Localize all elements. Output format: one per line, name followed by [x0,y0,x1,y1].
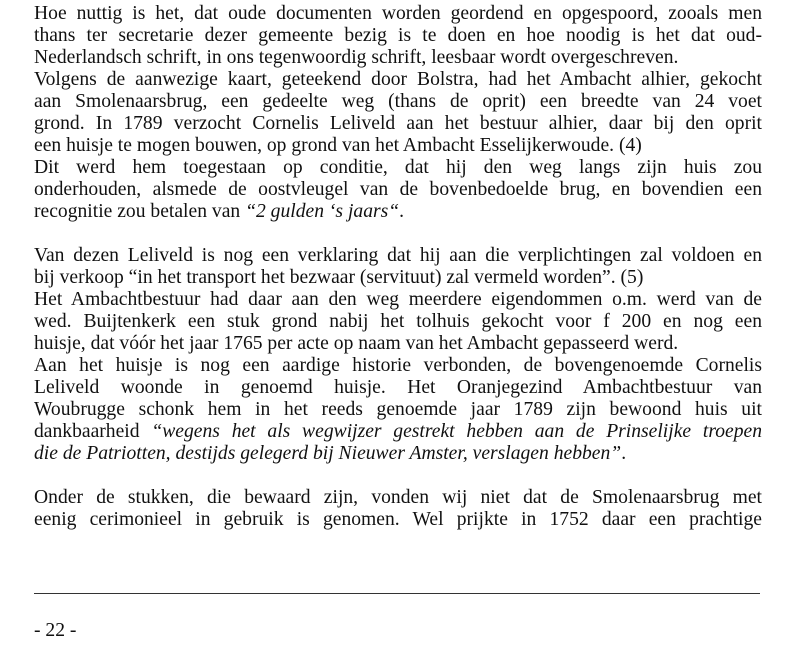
text-line [34,311,762,333]
paragraph [34,245,762,465]
text-line [34,47,762,69]
text-run: Leliveld woonde in genoemd huisje. Het Oranjegezind Ambachtbestuur van [34,377,762,398]
text-line [34,91,762,113]
text-run: Nederlandsch schrift, in ons tegenwoordig schrift, leesbaar wordt overgeschreven. [34,47,679,68]
page-number: - 22 - [34,620,77,641]
text-line [34,289,762,311]
text-line [34,69,762,91]
text-line [34,443,762,465]
text-line [34,113,762,135]
text-run: grond. In 1789 verzocht Cornelis Leliveld aan het bestuur alhier, daar bij den oprit [34,113,762,134]
text-run: . [621,443,627,464]
italic-quote: die de Patriotten, destijds gelegerd bij Nieuwer Amster, verslagen hebben” [34,443,622,464]
text-line [34,245,762,267]
text-run: Woubrugge schonk hem in het reeds genoemde jaar 1789 zijn bewoond huis uit [34,399,762,420]
text-run: Van dezen Leliveld is nog een verklaring dat hij aan die verplichtingen zal voldoen en [34,245,762,266]
text-line [34,399,762,421]
paragraph [34,3,762,223]
italic-quote: “wegens het als wegwijzer gestrekt hebben aan de Prinselijke troepen [151,421,763,442]
paragraph-gap [34,223,762,245]
text-run: een huisje te mogen bouwen, op grond van het Ambacht Esselijkerwoude. (4) [34,135,642,156]
paragraph [34,487,762,531]
text-line [34,377,762,399]
text-line [34,135,762,157]
text-run: wed. Buijtenkerk een stuk grond nabij het tolhuis gekocht voor f 200 en nog een [34,311,762,332]
body-text [34,3,762,531]
text-run: eenig cerimonieel in gebruik is genomen. Wel prijkte in 1752 daar een prachtige [34,509,762,530]
text-line [34,267,762,289]
text-line [34,421,762,443]
text-run: Het Ambachtbestuur had daar aan den weg meerdere eigendommen o.m. werd van de [34,289,762,310]
text-run: dankbaarheid [34,421,152,442]
text-run: thans ter secretarie dezer gemeente bezig is te doen en hoe noodig is het dat oud- [34,25,762,46]
text-line [34,157,762,179]
text-run: aan Smolenaarsbrug, een gedeelte weg (thans de oprit) een breedte van 24 voet [34,91,762,112]
text-run: bij verkoop “in het transport het bezwaar (servituut) zal vermeld worden”. (5) [34,267,644,288]
text-line [34,179,762,201]
text-run: Aan het huisje is nog een aardige historie verbonden, de bovengenoemde Cornelis [34,355,762,376]
text-run: Onder de stukken, die bewaard zijn, vonden wij niet dat de Smolenaarsbrug met [34,487,762,508]
text-run: recognitie zou betalen van [34,201,246,222]
text-line [34,355,762,377]
text-run: Hoe nuttig is het, dat oude documenten worden geordend en opgespoord, zooals men [34,3,762,24]
text-line [34,3,762,25]
footer-divider [34,593,760,594]
text-line [34,333,762,355]
text-line [34,509,762,531]
text-run: Volgens de aanwezige kaart, geteekend door Bolstra, had het Ambacht alhier, gekocht [34,69,762,90]
italic-quote: “2 gulden ‘s jaars“ [245,201,400,222]
text-run: onderhouden, alsmede de oostvleugel van de bovenbedoelde brug, en bovendien een [34,179,762,200]
text-run: Dit werd hem toegestaan op conditie, dat hij den weg langs zijn huis zou [34,157,762,178]
text-run: . [399,201,405,222]
text-line [34,487,762,509]
text-run: huisje, dat vóór het jaar 1765 per acte op naam van het Ambacht gepasseerd werd. [34,333,679,354]
paragraph-gap [34,465,762,487]
text-line [34,25,762,47]
text-line [34,201,762,223]
